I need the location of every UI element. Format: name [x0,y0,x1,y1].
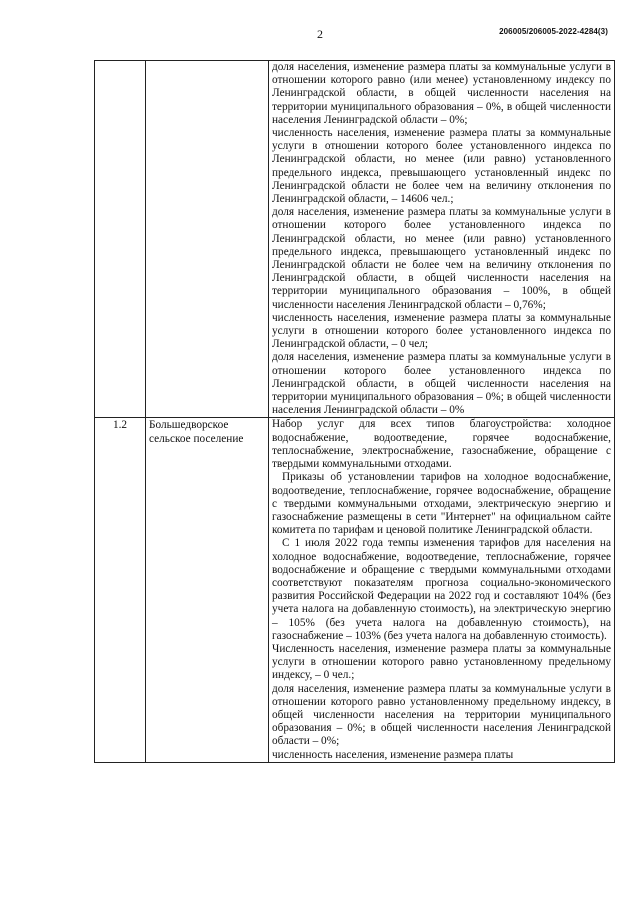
municipality-cell [146,61,269,418]
table-row [95,418,615,762]
paragraph: численность населения, изменение размера платы за коммунальные услуги в отношении которого более установленного индекса по Ленинградской области, но менее (или равно) установленного предельного индекса, превышающего установленный индекс по Ленинградской области не более чем на величину отклонения по Ленинградской области, – 14606 чел.; [272,127,611,206]
paragraph: С 1 июля 2022 года темпы изменения тарифов для населения на холодное водоснабжение, водоотведение, теплоснабжение, горячее водоснабжение и обращение с твердыми коммунальными отходами соответствуют показателям прогноза социально-экономического развития Российской Федерации на 2022 год и составляют 104% (без учета налога на добавленную стоимость), на электрическую энергию – 105% (без учета налога на добавленную стоимость), на газоснабжение – 103% (без учета налога на добавленную стоимость). [272,537,611,642]
paragraph: доля населения, изменение размера платы за коммунальные услуги в отношении которого более установленного индекса по Ленинградской области, в общей численности населения на территории муниципального образования – 0%; в общей численности населения Ленинградской области – 0% [272,351,611,417]
paragraph: доля населения, изменение размера платы за коммунальные услуги в отношении которого равно (или менее) установленному индексу по Ленинградской области, в общей численности населения на территории муниципального образования – 0%, в общей численности населения Ленинградской области – 0%; [272,61,611,126]
row-number [95,61,145,62]
paragraph: Приказы об установлении тарифов на холодное водоснабжение, водоотведение, теплоснабжение, горячее водоснабжение, обращение с твердыми коммунальными отходами, электрическую энергию и газоснабжение размещены в сети "Интернет" на официальном сайте комитета по тарифам и ценовой политике Ленинградской области. [272,471,611,537]
table-row [95,61,615,418]
indicators-table [94,60,615,763]
page-number: 2 [317,27,323,41]
municipality-name: Большедворское сельское поселение [149,419,244,445]
municipality-cell [146,418,269,762]
paragraph: численность населения, изменение размера платы [272,748,514,761]
paragraph: численность населения, изменение размера платы за коммунальные услуги в отношении которого более установленного индекса по Ленинградской области, – 0 чел; [272,311,611,351]
document-id: 206005/206005-2022-4284(3) [499,27,608,36]
row-number-cell [95,418,146,762]
row-number: 1.2 [112,419,128,432]
paragraph: доля населения, изменение размера платы за коммунальные услуги в отношении которого более установленного индекса по Ленинградской области, но менее (или равно) установленного предельного индекса, превышающего установленный индекс по Ленинградской области не более чем на величину отклонения по Ленинградской области, в общей численности населения на территории муниципального образования – 100%, в общей численности населения Ленинградской области – 0,76%; [272,206,611,311]
paragraph: доля населения, изменение размера платы за коммунальные услуги в отношении которого равно установленному предельному индексу, в общей численности населения на территории муниципального образования – 0%; в общей численности населения Ленинградской области – 0%; [272,682,611,748]
paragraph: Численность населения, изменение размера платы за коммунальные услуги в отношении которого равно установленному предельному индексу, – 0 чел.; [272,642,611,682]
description-cell [269,418,615,762]
paragraph: Набор услуг для всех типов благоустройства: холодное водоснабжение, водоотведение, горячее водоснабжение, теплоснабжение, электроснабжение, газоснабжение, обращение с твердыми коммунальными отходами. [272,418,611,471]
row-number-cell [95,61,146,418]
description-cell [269,61,615,418]
municipality-name [146,61,268,62]
